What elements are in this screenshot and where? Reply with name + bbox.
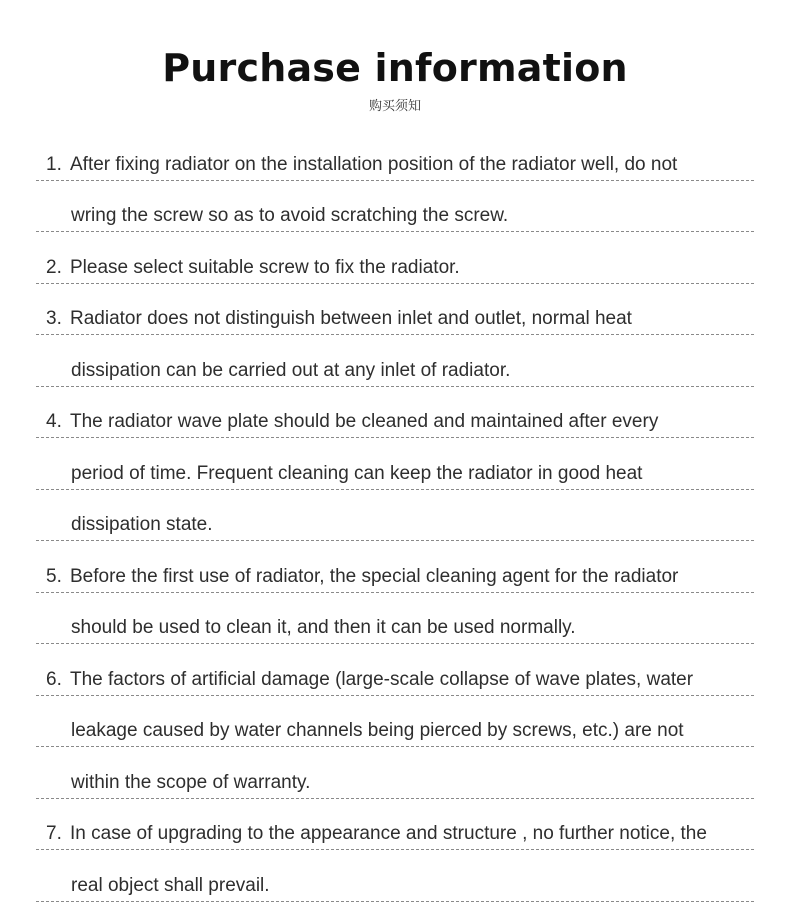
- item-text: within the scope of warranty.: [71, 772, 311, 793]
- item-text: period of time. Frequent cleaning can keep the radiator in good heat: [71, 463, 643, 484]
- item-number: 3.: [46, 308, 62, 329]
- list-item-6-line-3: [36, 765, 754, 799]
- list-item-1-line-2: [36, 198, 754, 232]
- list-item-6-line-1: [36, 662, 754, 696]
- item-text: should be used to clean it, and then it can be used normally.: [71, 617, 576, 638]
- item-text: Please select suitable screw to fix the radiator.: [70, 257, 460, 278]
- page-subtitle: 购买须知: [368, 99, 421, 114]
- item-text: real object shall prevail.: [71, 875, 270, 896]
- item-text: After fixing radiator on the installation position of the radiator well, do not: [70, 154, 678, 175]
- item-number: 5.: [46, 566, 62, 587]
- item-number: 2.: [46, 257, 62, 278]
- item-text: In case of upgrading to the appearance and structure , no further notice, the: [70, 823, 707, 844]
- list-item-7-line-1: [36, 816, 754, 850]
- list-item-3-line-1: [36, 301, 754, 335]
- list-item-1-line-1: [36, 147, 754, 181]
- item-text: Before the first use of radiator, the special cleaning agent for the radiator: [70, 566, 679, 587]
- item-text: wring the screw so as to avoid scratching the screw.: [71, 205, 509, 226]
- item-text: dissipation can be carried out at any inlet of radiator.: [71, 360, 511, 381]
- item-number: 6.: [46, 669, 62, 690]
- item-number: 1.: [46, 154, 62, 175]
- item-text: Radiator does not distinguish between inlet and outlet, normal heat: [70, 308, 632, 329]
- item-text: The radiator wave plate should be cleaned and maintained after every: [70, 411, 659, 432]
- list-item-2-line-1: [36, 250, 754, 284]
- list-item-4-line-2: [36, 456, 754, 490]
- item-text: The factors of artificial damage (large-scale collapse of wave plates, water: [70, 669, 694, 690]
- item-text: dissipation state.: [71, 514, 213, 535]
- page-title: Purchase information: [162, 46, 628, 90]
- list-item-4-line-1: [36, 404, 754, 438]
- list-item-5-line-2: [36, 610, 754, 644]
- item-number: 4.: [46, 411, 62, 432]
- list-item-3-line-2: [36, 353, 754, 387]
- item-number: 7.: [46, 823, 62, 844]
- list-item-6-line-2: [36, 713, 754, 747]
- list-item-7-line-2: [36, 868, 754, 902]
- item-text: leakage caused by water channels being pierced by screws, etc.) are not: [71, 720, 684, 741]
- list-item-5-line-1: [36, 559, 754, 593]
- list-item-4-line-3: [36, 507, 754, 541]
